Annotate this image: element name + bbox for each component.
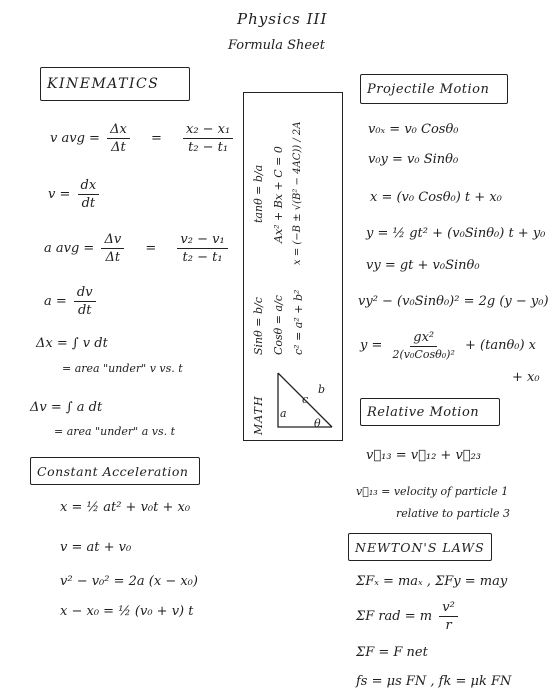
- trajectory-tail: + x₀: [512, 370, 540, 385]
- a-lhs: a =: [44, 294, 67, 309]
- math-label: MATH: [252, 395, 265, 435]
- math-pythagorean: c² = a² + b²: [292, 289, 305, 355]
- displacement-integral: Δx = ∫ v dt: [36, 336, 108, 351]
- v-den: dt: [81, 196, 96, 211]
- projectile-motion-heading-label: Projectile Motion: [367, 81, 490, 97]
- v-fraction: [78, 178, 100, 211]
- math-sin: Sinθ = b/c: [252, 297, 265, 355]
- aavg-num-1: Δv: [101, 232, 124, 249]
- projectile-eq-2: v₀y = v₀ Sinθ₀: [368, 152, 459, 167]
- radial-lhs: ΣF rad = m: [356, 609, 433, 624]
- triangle-label-theta: θ: [314, 417, 321, 430]
- radial-den: r: [445, 618, 452, 633]
- projectile-eq-1: v₀ₓ = v₀ Cosθ₀: [368, 122, 459, 137]
- aavg-fraction-1: [101, 232, 124, 265]
- math-cos: Cosθ = a/c: [272, 295, 285, 355]
- a-den: dt: [77, 303, 92, 318]
- triangle-label-a: a: [280, 407, 287, 420]
- acceleration-derivative-equation: [44, 285, 99, 318]
- trajectory-rhs: + (tanθ₀) x: [465, 338, 537, 353]
- trajectory-den: 2(v₀Cosθ₀)²: [392, 348, 455, 361]
- relative-motion-note-1: v⃗₁₃ = velocity of particle 1: [356, 485, 509, 498]
- math-quadratic-root: x = (−B ± √(B² − 4AC)) / 2A: [292, 121, 303, 265]
- relative-motion-heading-label: Relative Motion: [367, 404, 480, 420]
- aavg-lhs: a avg =: [44, 241, 95, 256]
- radial-num: v²: [439, 600, 458, 617]
- displacement-integral-note: = area "under" v vs. t: [62, 362, 183, 375]
- projectile-motion-heading: [360, 74, 508, 104]
- velocity-change-integral: Δv = ∫ a dt: [30, 400, 103, 415]
- const-acc-eq-3: v² − v₀² = 2a (x − x₀): [60, 574, 198, 589]
- average-velocity-equation: v avg = $\frac{\Delta x}{\Delta t}$ = $\frac{\text{x₂ − x₁}}{\text{t₂ − t₁}}$: [50, 122, 236, 155]
- aavg-fraction-2: [177, 232, 227, 265]
- constant-acceleration-heading: [30, 457, 200, 485]
- trajectory-num: gx²: [410, 330, 437, 347]
- page-subtitle: Formula Sheet: [228, 38, 325, 53]
- newton-eq-1: ΣFₓ = maₓ , ΣFy = may: [356, 574, 508, 589]
- vavg-den-1: Δt: [111, 140, 126, 155]
- aavg-den-1: Δt: [105, 250, 121, 265]
- projectile-trajectory-equation: [360, 330, 536, 361]
- projectile-eq-5: vy = gt + v₀Sinθ₀: [366, 258, 480, 273]
- math-quadratic: Ax² + Bx + C = 0: [272, 146, 285, 243]
- velocity-change-integral-note: = area "under" a vs. t: [54, 425, 176, 438]
- triangle-label-b: b: [318, 383, 326, 396]
- trajectory-fraction: [390, 330, 458, 361]
- relative-motion-heading: [360, 398, 500, 426]
- aavg-den-2: t₂ − t₁: [182, 250, 223, 265]
- constant-acceleration-heading-label: Constant Acceleration: [37, 463, 189, 479]
- newton-eq-3: ΣF = F net: [356, 645, 428, 660]
- const-acc-eq-1: x = ½ at² + v₀t + x₀: [60, 500, 191, 515]
- v-lhs: v =: [48, 187, 71, 202]
- velocity-derivative-equation: [48, 178, 102, 211]
- trajectory-lhs: y =: [360, 338, 383, 353]
- aavg-num-2: v₂ − v₁: [177, 232, 227, 249]
- kinematics-heading: [40, 67, 190, 101]
- kinematics-heading-label: KINEMATICS: [47, 76, 160, 92]
- a-fraction: [74, 285, 96, 318]
- newtons-laws-heading: [348, 533, 492, 561]
- vavg-den-2: t₂ − t₁: [188, 140, 229, 155]
- vavg-lhs: v avg =: [50, 131, 100, 146]
- radial-fraction: [439, 600, 458, 633]
- relative-motion-eq: v⃗₁₃ = v⃗₁₂ + v⃗₂₃: [366, 448, 482, 463]
- newton-radial-equation: [356, 600, 461, 633]
- vavg-num-2: x₂ − x₁: [183, 122, 233, 139]
- const-acc-eq-4: x − x₀ = ½ (v₀ + v) t: [60, 604, 194, 619]
- newton-eq-4: fs = μs FN , fk = μk FN: [356, 674, 512, 689]
- projectile-eq-4: y = ½ gt² + (v₀Sinθ₀) t + y₀: [366, 226, 546, 241]
- projectile-eq-3: x = (v₀ Cosθ₀) t + x₀: [370, 190, 502, 205]
- average-acceleration-equation: a avg = $\frac{\Delta v}{\Delta t}$ = $\frac{\text{v₂ − v₁}}{\text{t₂ − t₁}}$: [44, 232, 231, 265]
- relative-motion-note-2: relative to particle 3: [396, 507, 511, 520]
- vavg-fraction-1: [107, 122, 130, 155]
- const-acc-eq-2: v = at + v₀: [60, 540, 132, 555]
- v-num: dx: [78, 178, 100, 195]
- math-box: [243, 92, 343, 441]
- newtons-laws-heading-label: NEWTON'S LAWS: [355, 539, 485, 555]
- projectile-eq-6: vy² − (v₀Sinθ₀)² = 2g (y − y₀): [358, 294, 549, 309]
- triangle-label-c: c: [302, 393, 309, 406]
- page-title: Physics III: [237, 10, 328, 28]
- math-tan: tanθ = b/a: [252, 164, 265, 223]
- a-num: dv: [74, 285, 96, 302]
- vavg-fraction-2: [183, 122, 233, 155]
- vavg-num-1: Δx: [107, 122, 130, 139]
